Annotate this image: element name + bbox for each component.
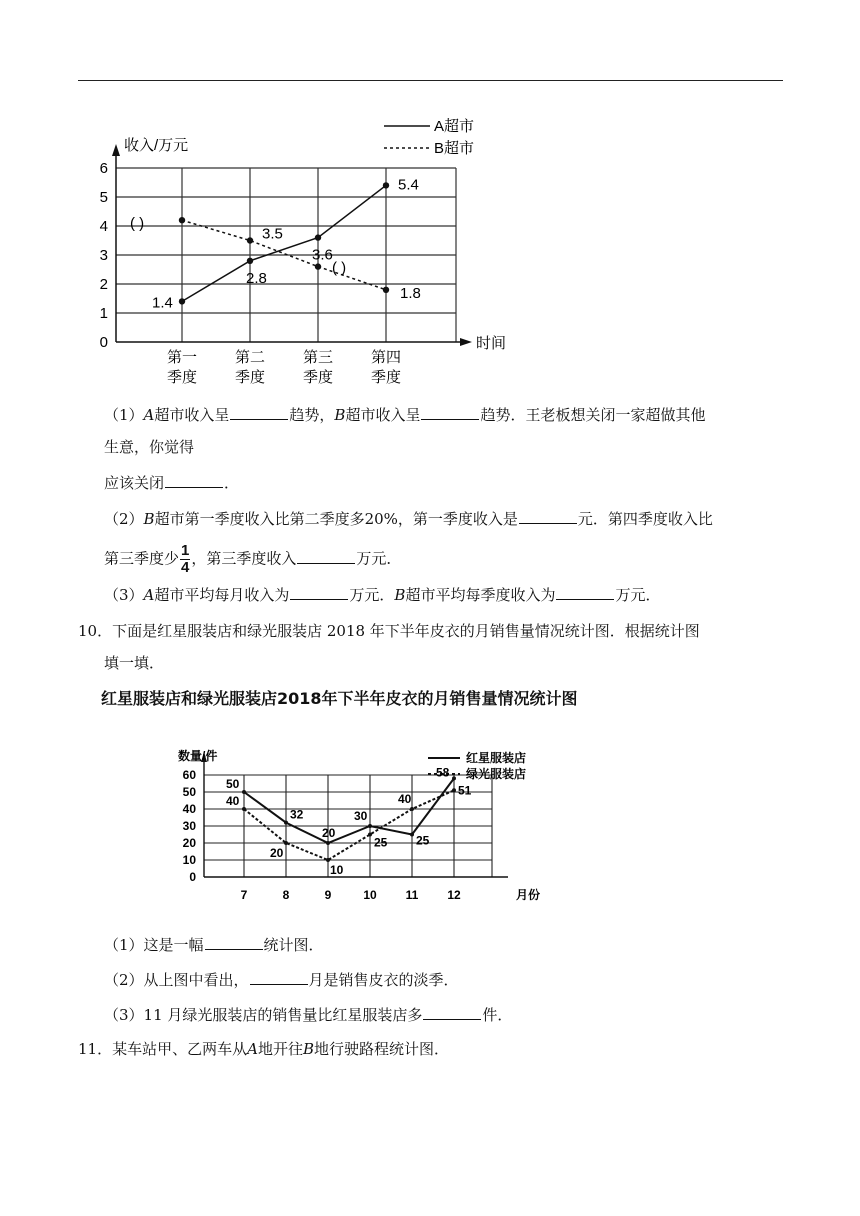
x-tick-label: 11 <box>405 888 419 902</box>
q9-part3: （3）A超市平均每月收入为 万元．B超市平均每季度收入为 万元． <box>104 586 661 604</box>
data-label: 5.4 <box>398 176 419 194</box>
x-tick-label: 季度 <box>166 369 198 386</box>
answer-blank[interactable] <box>290 585 348 600</box>
data-label: 2.8 <box>246 269 267 287</box>
y-tick-label: 5 <box>99 189 108 206</box>
answer-blank[interactable] <box>250 970 308 985</box>
data-point <box>452 788 456 792</box>
answer-blank[interactable] <box>165 473 223 488</box>
data-label: 3.5 <box>262 225 283 243</box>
x-tick-label: 季度 <box>302 369 334 386</box>
x-axis-arrow <box>460 338 472 346</box>
x-tick-label: 第二 <box>234 349 266 366</box>
q10-stem-line1: 10．下面是红星服装店和绿光服装店 2018 年下半年皮衣的月销售量情况统计图．根据统计图 <box>78 622 700 640</box>
data-label: 10 <box>330 863 344 877</box>
data-label: 25 <box>416 833 430 848</box>
fraction-one-quarter: $\frac{1}{4}$ <box>181 542 190 576</box>
x-tick-label: 8 <box>282 888 290 902</box>
data-label: ( ) <box>332 259 347 277</box>
data-label: 40 <box>226 794 240 808</box>
chart2-title: 红星服装店和绿光服装店2018年下半年皮衣的月销售量情况统计图 <box>101 689 578 708</box>
answer-blank[interactable] <box>205 935 263 950</box>
data-point <box>247 237 253 243</box>
answer-blank[interactable] <box>519 509 577 524</box>
data-point <box>368 833 372 837</box>
data-point <box>179 217 185 223</box>
data-point <box>315 263 321 269</box>
data-label: 40 <box>398 792 412 806</box>
data-point <box>410 833 414 837</box>
y-axis-label: 数量/件 <box>178 749 218 763</box>
y-tick-label: 4 <box>99 218 108 235</box>
data-label: 20 <box>270 846 284 860</box>
y-tick-label: 50 <box>182 785 196 799</box>
answer-blank[interactable] <box>230 405 288 420</box>
header-rule <box>78 80 783 81</box>
data-point <box>179 298 185 304</box>
data-label: 3.6 <box>312 246 333 264</box>
x-tick-label: 第四 <box>370 349 402 366</box>
x-tick-label: 10 <box>363 888 377 902</box>
data-label: 30 <box>354 809 368 823</box>
x-tick-label: 第三 <box>302 349 334 366</box>
data-label: 51 <box>458 783 472 798</box>
data-label: 1.4 <box>152 294 173 312</box>
x-tick-label: 7 <box>240 888 248 902</box>
y-tick-label: 0 <box>189 870 196 884</box>
y-tick-label: 3 <box>99 247 108 264</box>
answer-blank[interactable] <box>421 405 479 420</box>
data-point <box>383 182 389 188</box>
answer-blank[interactable] <box>423 1005 481 1020</box>
x-tick-label: 季度 <box>234 369 266 386</box>
data-point <box>315 234 321 240</box>
x-tick-label: 第一 <box>166 349 198 366</box>
y-tick-label: 0 <box>99 334 108 351</box>
q10-part1: （1）这是一幅 统计图． <box>104 936 324 954</box>
data-point <box>383 287 389 293</box>
data-point <box>242 790 246 794</box>
q9-part1-line1: （1）A超市收入呈 趋势，B超市收入呈 趋势．王老板想关闭一家超做其他 <box>104 406 706 424</box>
x-tick-label: 9 <box>324 888 332 902</box>
data-label: ( ) <box>130 215 145 233</box>
data-point <box>284 841 288 845</box>
data-label: 58 <box>436 765 450 780</box>
q10-part3: （3）11 月绿光服装店的销售量比红星服装店多 件． <box>104 1006 513 1024</box>
x-axis-label: 时间 <box>476 335 507 352</box>
data-label: 1.8 <box>400 284 421 302</box>
y-tick-label: 20 <box>182 836 196 850</box>
legend-label: 绿光服装店 <box>466 767 527 781</box>
data-label: 50 <box>226 777 240 791</box>
data-point <box>368 824 372 828</box>
legend-label: A超市 <box>434 118 475 135</box>
q10-part2: （2）从上图中看出， 月是销售皮衣的淡季． <box>104 971 459 989</box>
data-point <box>326 841 330 845</box>
data-label: 20 <box>322 826 336 840</box>
q9-part2-line2: 第三季度少 $\frac{1}{4}$ ，第三季度收入 万元． <box>104 542 402 576</box>
q9-part2-line1: （2）B超市第一季度收入比第二季度多20%，第一季度收入是 元．第四季度收入比 <box>104 510 713 528</box>
data-point <box>242 807 246 811</box>
x-tick-label: 12 <box>447 888 461 902</box>
data-point <box>452 776 456 780</box>
y-tick-label: 6 <box>99 160 108 177</box>
y-tick-label: 2 <box>99 276 108 293</box>
x-axis-label: 月份 <box>516 888 541 902</box>
y-axis-arrow <box>112 144 120 156</box>
answer-blank[interactable] <box>297 549 355 564</box>
y-tick-label: 60 <box>182 768 196 782</box>
y-tick-label: 10 <box>182 853 196 867</box>
y-tick-label: 40 <box>182 802 196 816</box>
leather-jacket-sales-chart <box>160 740 580 920</box>
answer-blank[interactable] <box>556 585 614 600</box>
y-tick-label: 30 <box>182 819 196 833</box>
x-tick-label: 季度 <box>370 369 402 386</box>
y-axis-label: 收入/万元 <box>124 137 189 154</box>
data-point <box>247 258 253 264</box>
data-label: 32 <box>290 807 304 822</box>
y-tick-label: 1 <box>99 305 108 322</box>
data-point <box>284 821 288 825</box>
supermarket-income-chart <box>94 108 514 388</box>
legend-label: B超市 <box>434 140 475 157</box>
q9-part1-line2: 生意，你觉得 <box>104 438 195 456</box>
q10-stem-line2: 填一填． <box>104 654 165 672</box>
q11-stem: 11．某车站甲、乙两车从A地开往B地行驶路程统计图． <box>78 1040 449 1058</box>
q9-part1-line3: 应该关闭 ． <box>104 474 240 492</box>
legend-label: 红星服装店 <box>466 751 527 765</box>
data-label: 25 <box>374 835 388 850</box>
data-point <box>326 858 330 862</box>
data-point <box>410 807 414 811</box>
